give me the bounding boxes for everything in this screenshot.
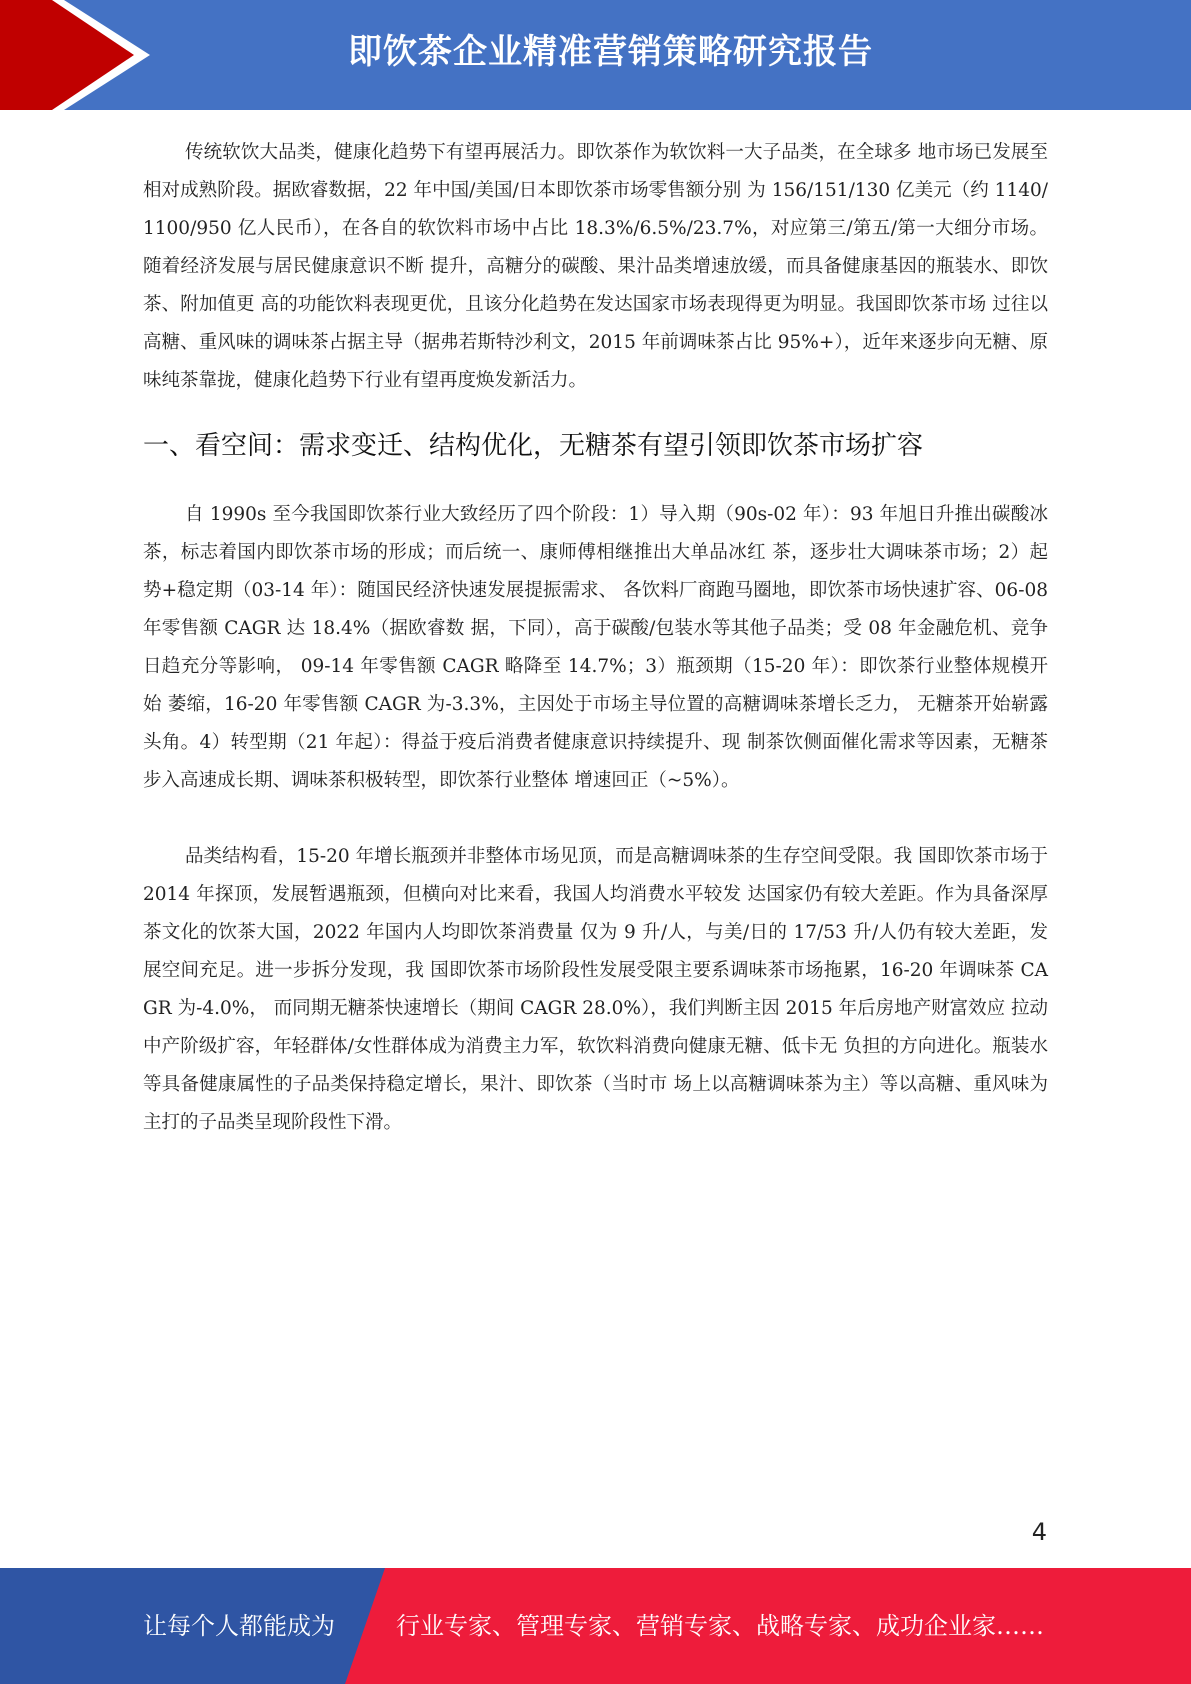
footer-slogan-right: 行业专家、管理专家、营销专家、战略专家、成功企业家…… xyxy=(396,1612,1044,1640)
page-header xyxy=(0,0,1191,110)
paragraph-spacer xyxy=(143,800,1048,838)
section-heading: 一、看空间：需求变迁、结构优化，无糖茶有望引领即饮茶市场扩容 xyxy=(143,431,924,461)
footer-slogan-left: 让每个人都能成为 xyxy=(143,1612,335,1640)
section-paragraph-1: 自 1990s 至今我国即饮茶行业大致经历了四个阶段：1）导入期（90s-02 年）：93 年旭日升推出碳酸冰茶，标志着国内即饮茶市场的形成；而后统一、康师傅相继推出大单品冰红 茶，逐步壮大调味茶市场；2）起势+稳定期（03-14 年）：随国民经济快速发展提振需求、 各饮料厂商跑马圈地，即饮茶市场快速扩容、06-08 年零售额 CAGR 达 18.4%（据欧睿数 据，下同），高于碳酸/包装水等其他子品类；受 08 年金融危机、竞争日趋充分等影响， 09-14 年零售额 CAGR 略降至 14.7%；3）瓶颈期（15-20 年）：即饮茶行业整体规模开始 萎缩，16-20 年零售额 CAGR 为-3.3%，主因处于市场主导位置的高糖调味茶增长乏力， 无糖茶开始崭露头角。4）转型期（21 年起）：得益于疫后消费者健康意识持续提升、现 制茶饮侧面催化需求等因素，无糖茶步入高速成长期、调味茶积极转型，即饮茶行业整体 增速回正（~5%）。 xyxy=(143,504,1048,791)
page-footer xyxy=(0,1568,1191,1684)
section-paragraph-2: 品类结构看，15-20 年增长瓶颈并非整体市场见顶，而是高糖调味茶的生存空间受限。我 国即饮茶市场于 2014 年探顶，发展暂遇瓶颈，但横向对比来看，我国人均消费水平较发 达国家仍有较大差距。作为具备深厚茶文化的饮茶大国，2022 年国内人均即饮茶消费量 仅为 9 升/人，与美/日的 17/53 升/人仍有较大差距，发展空间充足。进一步拆分发现，我 国即饮茶市场阶段性发展受限主要系调味茶市场拖累，16-20 年调味茶 CAGR 为-4.0%， 而同期无糖茶快速增长（期间 CAGR 28.0%），我们判断主因 2015 年后房地产财富效应 拉动中产阶级扩容，年轻群体/女性群体成为消费主力军，软饮料消费向健康无糖、低卡无 负担的方向进化。瓶装水等具备健康属性的子品类保持稳定增长，果汁、即饮茶（当时市 场上以高糖调味茶为主）等以高糖、重风味为主打的子品类呈现阶段性下滑。 xyxy=(143,846,1048,1133)
intro-paragraph: 传统软饮大品类，健康化趋势下有望再展活力。即饮茶作为软饮料一大子品类，在全球多 地市场已发展至相对成熟阶段。据欧睿数据，22 年中国/美国/日本即饮茶市场零售额分别 为 156/151/130 亿美元（约 1140/1100/950 亿人民币），在各自的软饮料市场中占比 18.3%/6.5%/23.7%，对应第三/第五/第一大细分市场。随着经济发展与居民健康意识不断 提升，高糖分的碳酸、果汁品类增速放缓，而具备健康基因的瓶装水、即饮茶、附加值更 高的功能饮料表现更优，且该分化趋势在发达国家市场表现得更为明显。我国即饮茶市场 过往以高糖、重风味的调味茶占据主导（据弗若斯特沙利文，2015 年前调味茶占比 95%+），近年来逐步向无糖、原味纯茶靠拢，健康化趋势下行业有望再度焕发新活力。 xyxy=(143,142,1048,391)
document-body xyxy=(143,134,1048,1142)
document-title: 即饮茶企业精准营销策略研究报告 xyxy=(348,32,873,72)
page-number: 4 xyxy=(1031,1518,1047,1546)
